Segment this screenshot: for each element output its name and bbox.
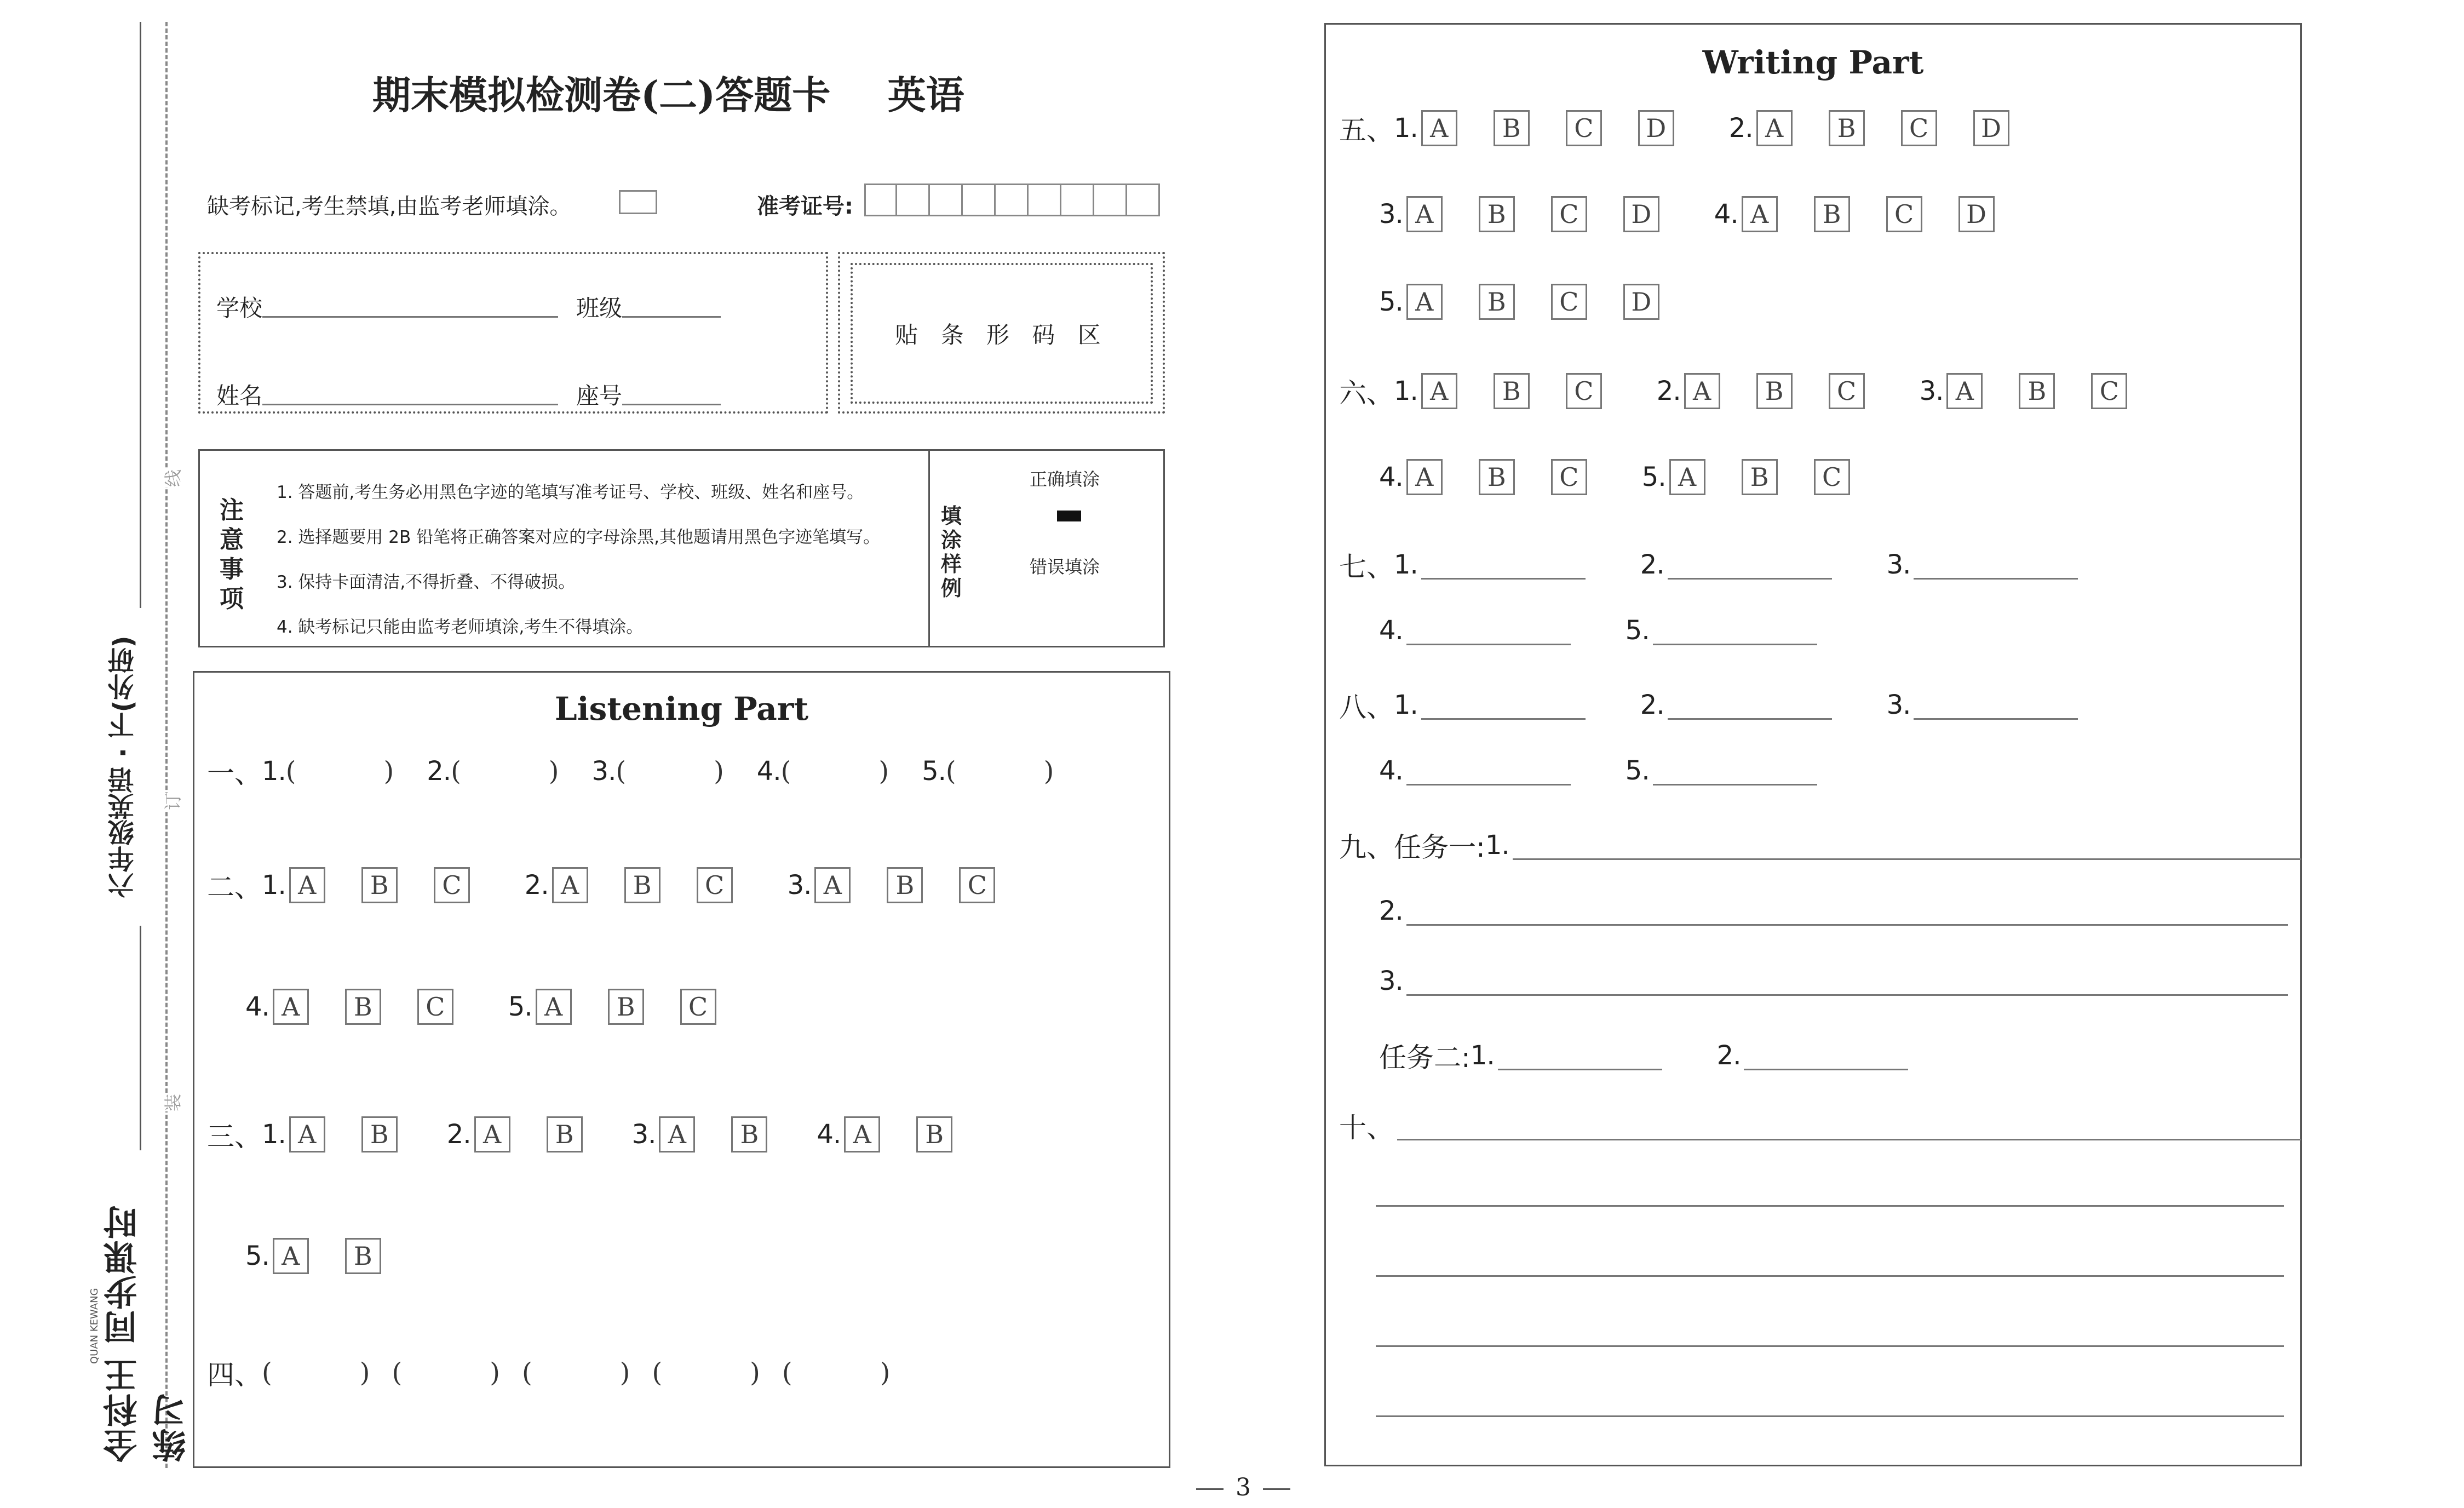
answer-line[interactable] bbox=[1406, 897, 2288, 926]
title-text: 期末模拟检测卷(二)答题卡 bbox=[372, 72, 831, 118]
option-c[interactable]: C bbox=[417, 989, 453, 1025]
option-b[interactable]: B bbox=[1479, 459, 1515, 495]
listening-s1: 一、 1. ( ) 2. ( ) 3. ( ) 4. ( ) 5. ( ) bbox=[207, 756, 1054, 789]
school-field[interactable]: 学校 bbox=[216, 290, 558, 323]
barcode-area bbox=[851, 263, 1153, 404]
option-a[interactable]: A bbox=[844, 1116, 880, 1152]
answer-line[interactable] bbox=[1653, 756, 1817, 785]
answer-line[interactable] bbox=[1421, 551, 1586, 580]
correct-fill-label: 正确填涂 bbox=[1030, 469, 1100, 490]
notes-divider bbox=[928, 449, 930, 647]
option-b[interactable]: B bbox=[1479, 284, 1515, 320]
option-b[interactable]: B bbox=[1494, 110, 1530, 146]
option-a[interactable]: A bbox=[273, 1238, 309, 1274]
option-c[interactable]: C bbox=[1551, 284, 1587, 320]
listening-s3-row1: 三、 1. A B 2. A B 3. A B 4. A B bbox=[207, 1115, 952, 1154]
blank-paren[interactable]: ( ) bbox=[780, 756, 889, 787]
option-a[interactable]: A bbox=[1421, 110, 1457, 146]
blank-paren[interactable]: ( ) bbox=[285, 756, 394, 787]
option-a[interactable]: A bbox=[552, 867, 588, 903]
page-number bbox=[1172, 1473, 1314, 1501]
option-a[interactable]: A bbox=[659, 1116, 695, 1152]
option-b[interactable]: B bbox=[1742, 459, 1778, 495]
answer-line[interactable] bbox=[1376, 1415, 2284, 1417]
spine-book-title: 六年级英语 · 下(外研) bbox=[108, 635, 139, 898]
class-field[interactable]: 班级 bbox=[576, 290, 721, 323]
note-item: 2. 选择题要用 2B 铅笔将正确答案对应的字母涂黑,其他题请用黑色字迹笔填写。 bbox=[277, 527, 880, 547]
page-title bbox=[372, 65, 964, 120]
option-d[interactable]: D bbox=[1623, 196, 1659, 232]
blank-paren[interactable]: ( ) bbox=[451, 756, 559, 787]
option-b[interactable]: B bbox=[608, 989, 644, 1025]
option-b[interactable]: B bbox=[1756, 373, 1793, 409]
option-b[interactable]: B bbox=[1814, 196, 1850, 232]
option-b[interactable]: B bbox=[361, 1116, 398, 1152]
writing-s6-row2: 4. A B C 5. A B C bbox=[1379, 459, 1850, 495]
listening-s3-row2: 5. A B bbox=[245, 1238, 381, 1274]
spine-bind-mark: 订 bbox=[159, 793, 185, 810]
spine-line-mark: 线 bbox=[159, 469, 185, 487]
answer-line[interactable] bbox=[1406, 967, 2288, 996]
answer-line[interactable] bbox=[1498, 1041, 1662, 1070]
blank-paren[interactable]: ( ) bbox=[392, 1357, 500, 1388]
option-a[interactable]: A bbox=[1684, 373, 1720, 409]
answer-line[interactable] bbox=[1406, 756, 1571, 785]
option-a[interactable]: A bbox=[474, 1116, 510, 1152]
name-field[interactable]: 姓名 bbox=[216, 378, 558, 411]
option-b[interactable]: B bbox=[345, 1238, 381, 1274]
writing-s7-row1: 七、 1. 2. 3. bbox=[1339, 545, 2078, 584]
option-d[interactable]: D bbox=[1623, 284, 1659, 320]
option-b[interactable]: B bbox=[1494, 373, 1530, 409]
spine-solid-line-top bbox=[140, 22, 141, 608]
exam-id-label: 准考证号: bbox=[757, 194, 853, 219]
option-c[interactable]: C bbox=[1886, 196, 1922, 232]
page-number-text: 3 bbox=[1236, 1473, 1251, 1501]
option-d[interactable]: D bbox=[1638, 110, 1674, 146]
listening-s2-row1: 二、 1. A B C 2. A B C 3. A B C bbox=[207, 865, 995, 905]
option-a[interactable]: A bbox=[1946, 373, 1983, 409]
option-a[interactable]: A bbox=[1669, 459, 1705, 495]
option-b[interactable]: B bbox=[345, 989, 381, 1025]
option-c[interactable]: C bbox=[434, 867, 470, 903]
answer-line[interactable] bbox=[1668, 551, 1832, 580]
blank-paren[interactable]: ( ) bbox=[652, 1357, 760, 1388]
writing-title: Writing Part bbox=[1702, 44, 1924, 81]
answer-line[interactable] bbox=[1513, 831, 2301, 860]
note-item: 3. 保持卡面清洁,不得折叠、不得破损。 bbox=[277, 572, 576, 592]
writing-s9-row2: 2. bbox=[1379, 896, 2288, 926]
writing-s5-row1: 五、 1. A B C D 2. A B C D bbox=[1339, 108, 2009, 148]
subject-text: 英语 bbox=[887, 72, 964, 118]
option-a[interactable]: A bbox=[289, 867, 325, 903]
answer-line[interactable] bbox=[1376, 1275, 2284, 1277]
answer-line[interactable] bbox=[1668, 691, 1832, 720]
barcode-label: 贴 条 形 码 区 bbox=[895, 321, 1108, 348]
option-c[interactable]: C bbox=[1901, 110, 1937, 146]
option-a[interactable]: A bbox=[289, 1116, 325, 1152]
brand-logo bbox=[99, 1178, 196, 1463]
option-b[interactable]: B bbox=[1829, 110, 1865, 146]
blank-paren[interactable]: ( ) bbox=[945, 756, 1054, 787]
blank-paren[interactable]: ( ) bbox=[521, 1357, 630, 1388]
writing-s6-row1: 六、 1. A B C 2. A B C 3. A B C bbox=[1339, 371, 2127, 411]
blank-paren[interactable]: ( ) bbox=[616, 756, 724, 787]
blank-paren[interactable]: ( ) bbox=[782, 1357, 891, 1388]
option-a[interactable]: A bbox=[1406, 284, 1443, 320]
answer-line[interactable] bbox=[1406, 616, 1571, 645]
answer-line[interactable] bbox=[1376, 1205, 2284, 1207]
listening-s2-row2: 4. A B C 5. A B C bbox=[245, 989, 716, 1025]
answer-line[interactable] bbox=[1653, 616, 1817, 645]
spine-solid-line-bottom bbox=[140, 926, 141, 1150]
note-item: 4. 缺考标记只能由监考老师填涂,考生不得填涂。 bbox=[277, 617, 644, 637]
writing-s9-row3: 3. bbox=[1379, 966, 2288, 996]
writing-s9-row1: 九、任务一: 1. bbox=[1339, 825, 2301, 865]
writing-s8-row1: 八、 1. 2. 3. bbox=[1339, 685, 2078, 725]
absent-note: 缺考标记,考生禁填,由监考老师填涂。 bbox=[207, 194, 572, 219]
brand-name: 全科王 同步课时练习 bbox=[103, 1204, 192, 1463]
writing-s5-row2: 3. A B C D 4. A B C D bbox=[1379, 196, 1995, 232]
note-item: 1. 答题前,考生务必用黑色字迹的笔填写准考证号、学校、班级、姓名和座号。 bbox=[277, 483, 864, 502]
option-d[interactable]: D bbox=[1973, 110, 2009, 146]
option-c[interactable]: C bbox=[2091, 373, 2127, 409]
writing-part-panel bbox=[1324, 23, 2302, 1466]
option-c[interactable]: C bbox=[1566, 373, 1602, 409]
spine-pack-mark: 装 bbox=[159, 1094, 185, 1111]
option-a[interactable]: A bbox=[1756, 110, 1793, 146]
option-c[interactable]: C bbox=[1551, 459, 1587, 495]
absent-mark-box[interactable] bbox=[619, 190, 657, 214]
correct-fill-sample bbox=[1057, 511, 1081, 521]
writing-s7-row2: 4. 5. bbox=[1379, 615, 1817, 646]
option-a[interactable]: A bbox=[1406, 459, 1443, 495]
answer-line[interactable] bbox=[1914, 691, 2078, 720]
option-c[interactable]: C bbox=[1829, 373, 1865, 409]
listening-title: Listening Part bbox=[554, 690, 809, 727]
fill-sample-title: 填涂样例 bbox=[940, 504, 962, 600]
option-a[interactable]: A bbox=[1406, 196, 1443, 232]
writing-s8-row2: 4. 5. bbox=[1379, 755, 1817, 786]
blank-paren[interactable]: ( ) bbox=[262, 1357, 370, 1388]
option-a[interactable]: A bbox=[1421, 373, 1457, 409]
option-a[interactable]: A bbox=[536, 989, 572, 1025]
option-c[interactable]: C bbox=[680, 989, 716, 1025]
option-b[interactable]: B bbox=[1479, 196, 1515, 232]
option-c[interactable]: C bbox=[959, 867, 995, 903]
option-b[interactable]: B bbox=[547, 1116, 583, 1152]
option-a[interactable]: A bbox=[1742, 196, 1778, 232]
answer-line[interactable] bbox=[1421, 691, 1586, 720]
answer-line[interactable] bbox=[1744, 1041, 1908, 1070]
option-c[interactable]: C bbox=[1551, 196, 1587, 232]
notes-title: 注意事项 bbox=[220, 496, 244, 613]
option-c[interactable]: C bbox=[1814, 459, 1850, 495]
option-a[interactable]: A bbox=[273, 989, 309, 1025]
writing-s5-row3: 5. A B C D bbox=[1379, 284, 1659, 320]
option-c[interactable]: C bbox=[697, 867, 733, 903]
option-b[interactable]: B bbox=[2019, 373, 2055, 409]
answer-line[interactable] bbox=[1397, 1111, 2301, 1140]
option-c[interactable]: C bbox=[1566, 110, 1602, 146]
option-b[interactable]: B bbox=[361, 867, 398, 903]
option-b[interactable]: B bbox=[731, 1116, 767, 1152]
option-d[interactable]: D bbox=[1958, 196, 1995, 232]
wrong-fill-label: 错误填涂 bbox=[1030, 557, 1100, 577]
option-b[interactable]: B bbox=[624, 867, 660, 903]
option-a[interactable]: A bbox=[814, 867, 851, 903]
answer-line[interactable] bbox=[1914, 551, 2078, 580]
option-b[interactable]: B bbox=[916, 1116, 952, 1152]
exam-id-boxes[interactable] bbox=[864, 184, 1160, 216]
writing-s9-task2: 任务二: 1. 2. bbox=[1379, 1036, 1908, 1075]
writing-s10: 十、 bbox=[1339, 1106, 2301, 1145]
seat-field[interactable]: 座号 bbox=[576, 378, 721, 411]
option-b[interactable]: B bbox=[887, 867, 923, 903]
notes-list bbox=[277, 470, 880, 650]
brand-pinyin: QUAN KEWANG bbox=[89, 1288, 100, 1364]
answer-line[interactable] bbox=[1376, 1345, 2284, 1347]
listening-s4: 四、 ( ) ( ) ( ) ( ) ( ) bbox=[207, 1357, 891, 1391]
